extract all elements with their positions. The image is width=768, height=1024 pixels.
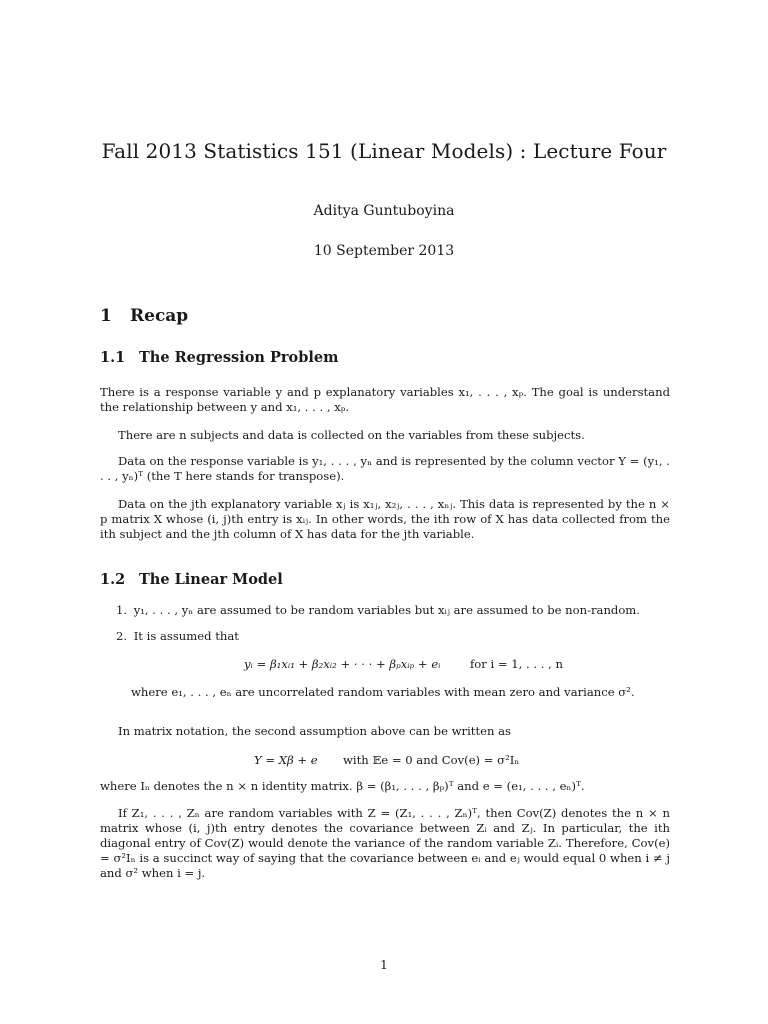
subsection-title: The Linear Model xyxy=(139,571,283,588)
paper-date: 10 September 2013 xyxy=(313,243,455,259)
list-number: 1. xyxy=(116,603,128,617)
list-text: y₁, . . . , yₙ are assumed to be random variables but xᵢⱼ are assumed to be non-random. xyxy=(133,603,640,617)
subsection-title: The Regression Problem xyxy=(139,349,339,366)
paragraph-explanatory-data: Data on the jth explanatory variable xⱼ is x₁ⱼ, x₂ⱼ, . . . , xₙⱼ. This data is represented by the n × p matrix X whose (i, j)th entry is xᵢⱼ. In other words, the ith row of X has data collected from the ith subject and the jth column of X has data for the jth variable. xyxy=(100,497,670,541)
author-name: Aditya Guntuboyina xyxy=(313,203,455,219)
paragraph-response-variable: There is a response variable y and p explanatory variables x₁, . . . , xₚ. The goal is understand the relationship between y and x₁, . . . , xₚ. xyxy=(100,385,670,414)
list-item-2-continuation: where e₁, . . . , eₙ are uncorrelated random variables with mean zero and variance σ². xyxy=(131,685,635,699)
list-item-1 xyxy=(116,603,670,618)
subsection-heading-linear-model xyxy=(100,571,283,588)
paragraph-subjects: There are n subjects and data is collected on the variables from these subjects. xyxy=(118,428,585,442)
paragraph-identity-matrix: where Iₙ denotes the n × n identity matrix. β = (β₁, . . . , βₚ)ᵀ and e = (e₁, . . . , eₙ)ᵀ. xyxy=(100,779,585,793)
paragraph-response-data: Data on the response variable is y₁, . . . , yₙ and is represented by the column vector Y = (y₁, . . . , yₙ)ᵀ (the T here stands for transpose). xyxy=(100,454,670,483)
section-number: 1 xyxy=(100,306,112,326)
list-text: It is assumed that xyxy=(133,629,239,643)
list-item-2 xyxy=(116,629,670,644)
section-title: Recap xyxy=(130,306,189,326)
model-equation-condition: for i = 1, . . . , n xyxy=(470,657,563,671)
subsection-number: 1.1 xyxy=(100,349,126,366)
model-equation: yᵢ = β₁xᵢ₁ + β₂xᵢ₂ + · · · + βₚxᵢₚ + eᵢ xyxy=(244,657,441,671)
subsection-heading-regression-problem xyxy=(100,349,338,366)
page-number: 1 xyxy=(380,958,388,972)
paragraph-covariance: If Z₁, . . . , Zₙ are random variables with Z = (Z₁, . . . , Zₙ)ᵀ, then Cov(Z) denotes the n × n matrix whose (i, j)th entry denotes the covariance between Zᵢ and Zⱼ. In particular, the ith diagonal entry of Cov(Z) would denote the variance of the random variable Zᵢ. Therefore, Cov(e) = σ²Iₙ is a succinct way of saying that the covariance between eᵢ and eⱼ would equal 0 when i ≠ j and σ² when i = j. xyxy=(100,806,670,880)
matrix-equation-condition: with 𝔼e = 0 and Cov(e) = σ²Iₙ xyxy=(343,753,520,767)
paragraph-matrix-notation: In matrix notation, the second assumption above can be written as xyxy=(118,724,511,738)
subsection-number: 1.2 xyxy=(100,571,126,588)
paper-title: Fall 2013 Statistics 151 (Linear Models) : Lecture Four xyxy=(101,139,667,163)
list-number: 2. xyxy=(116,629,128,643)
matrix-equation: Y = Xβ + e xyxy=(254,753,318,767)
section-heading-recap xyxy=(100,306,188,326)
